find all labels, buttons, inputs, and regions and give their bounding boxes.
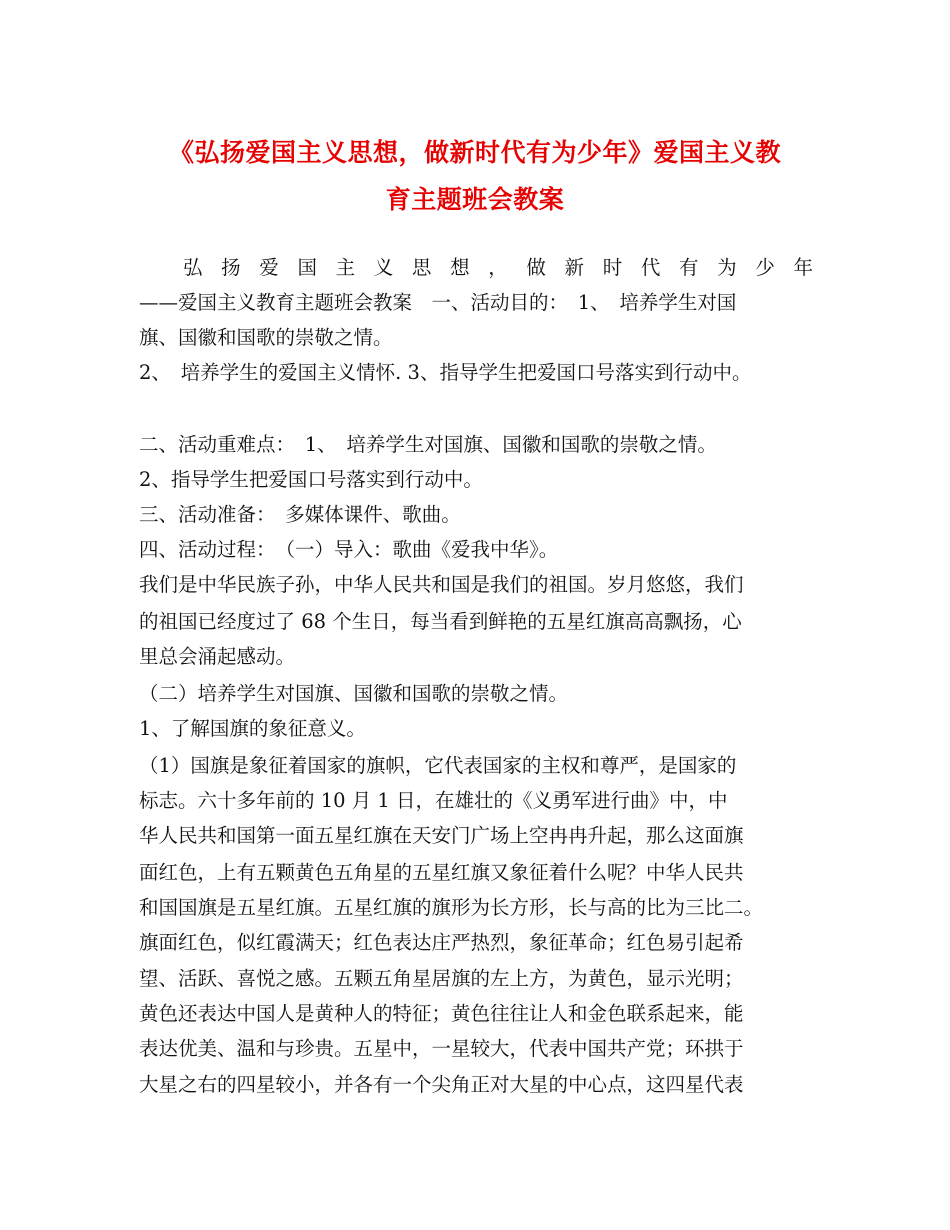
document-title-line-1: 《弘扬爱国主义思想，做新时代有为少年》爱国主义教	[168, 138, 781, 167]
paragraph-line: 弘 扬 爱 国 主 义 思 想 ， 做 新 时 代 有 为 少 年	[183, 256, 813, 279]
paragraph-line: 面红色，上有五颗黄色五角星的五星红旗又象征着什么呢？中华人民共	[139, 861, 744, 884]
paragraph-line: 表达优美、温和与珍贵。五星中，一星较大，代表中国共产党；环拱于	[139, 1037, 744, 1060]
paragraph-line: 四、活动过程： （一）导入：歌曲《爱我中华》。	[139, 538, 559, 561]
paragraph-line: ——爱国主义教育主题班会教案 一、活动目的： 1、 培养学生对国	[139, 291, 737, 314]
paragraph-line: 旗面红色，似红霞满天；红色表达庄严热烈，象征革命；红色易引起希	[139, 931, 744, 954]
paragraph-line: 三、活动准备： 多媒体课件、歌曲。	[139, 503, 461, 526]
paragraph-line: 里总会涌起感动。	[139, 645, 296, 668]
paragraph-line: 和国国旗是五星红旗。五星红旗的旗形为长方形，长与高的比为三比二。	[139, 896, 764, 919]
paragraph-line: （1）国旗是象征着国家的旗帜，它代表国家的主权和尊严，是国家的	[139, 754, 737, 777]
paragraph-line: 望、活跃、喜悦之感。五颗五角星居旗的左上方，为黄色，显示光明；	[139, 967, 744, 990]
paragraph-line: 的祖国已经度过了 68 个生日，每当看到鲜艳的五星红旗高高飘扬，心	[139, 610, 742, 633]
paragraph-line: 1、了解国旗的象征意义。	[139, 717, 366, 740]
paragraph-line: 2、 培养学生的爱国主义情怀. 3、指导学生把爱国口号落实到行动中。	[139, 361, 752, 384]
document-title-line-2: 育主题班会教案	[385, 185, 565, 214]
paragraph-line: 黄色还表达中国人是黄种人的特征；黄色往往让人和金色联系起来，能	[139, 1002, 744, 1025]
paragraph-line: 标志。六十多年前的 10 月 1 日，在雄壮的《义勇军进行曲》中，中	[139, 789, 728, 812]
paragraph-line: 华人民共和国第一面五星红旗在天安门广场上空冉冉升起，那么这面旗	[139, 824, 744, 847]
paragraph-line: 旗、国徽和国歌的崇敬之情。	[139, 326, 393, 349]
paragraph-line: 大星之右的四星较小，并各有一个尖角正对大星的中心点，这四星代表	[139, 1073, 744, 1096]
paragraph-line: 二、活动重难点： 1、 培养学生对国旗、国徽和国歌的崇敬之情。	[139, 433, 717, 456]
paragraph-line: 我们是中华民族子孙，中华人民共和国是我们的祖国。岁月悠悠，我们	[139, 573, 744, 596]
paragraph-line: 2、指导学生把爱国口号落实到行动中。	[139, 468, 483, 491]
paragraph-line: （二）培养学生对国旗、国徽和国歌的崇敬之情。	[139, 682, 569, 705]
